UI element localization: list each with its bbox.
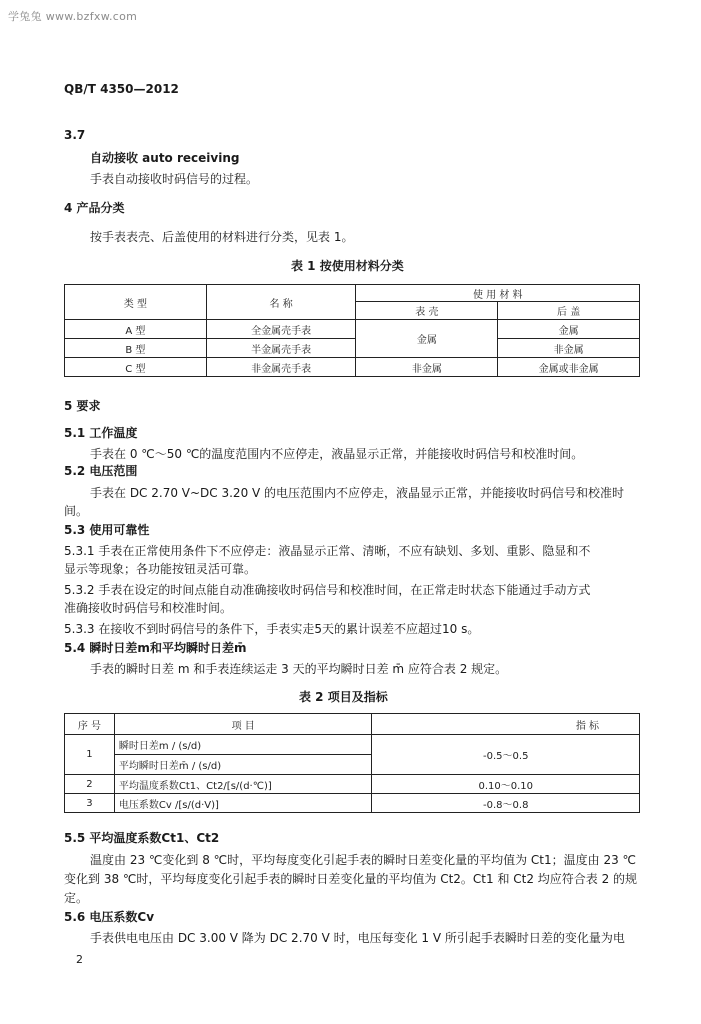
table2 — [64, 713, 640, 813]
section-5-6-heading: 5.6 电压系数Cv — [64, 910, 155, 924]
section-5-1-text: 手表在 0 ℃～50 ℃的温度范围内不应停走，液晶显示正常，并能接收时码信号和校准时间。 — [90, 447, 584, 461]
table1-cell: A 型 — [65, 320, 207, 339]
table2-cell: 电压系数Cv /[s/(d·V)] — [114, 794, 372, 813]
table2-cell: 2 — [65, 775, 115, 794]
section-5-3-3-text: 5.3.3 在接收不到时码信号的条件下，手表实走5天的累计误差不应超过10 s。 — [64, 622, 480, 636]
table2-cell: 1 — [65, 735, 115, 775]
section-5-2-heading: 5.2 电压范围 — [64, 464, 138, 478]
table1-cell: 全金属壳手表 — [206, 320, 356, 339]
section-5-5-heading: 5.5 平均温度系数Ct1、Ct2 — [64, 831, 220, 845]
section-5-heading: 5 要求 — [64, 399, 101, 413]
table1-cell: 金属 — [498, 320, 640, 339]
table1-cell: 半金属壳手表 — [206, 339, 356, 358]
section-3-7-number: 3.7 — [64, 128, 86, 142]
table2-cell: -0.8～0.8 — [372, 794, 640, 813]
table1-cell: 非金属 — [356, 358, 498, 377]
table2-cell: 0.10～0.10 — [372, 775, 640, 794]
section-5-3-1-text: 5.3.1 手表在正常使用条件下不应停走：液晶显示正常、清晰，不应有缺划、多划、重影、隐显和不 — [64, 544, 591, 558]
table2-cell: 瞬时日差m / (s/d) — [114, 735, 372, 755]
table1-header-material: 使 用 材 料 — [356, 285, 640, 302]
section-5-5-text-cont: 变化到 38 ℃时，平均每度变化引起手表的瞬时日差变化量的平均值为 Ct2。Ct1 和 Ct2 均应符合表 2 的规 — [64, 872, 638, 886]
table1-header-type: 类 型 — [65, 285, 207, 320]
section-5-3-2-text: 5.3.2 手表在设定的时间点能自动准确接收时码信号和校准时间，在正常走时状态下能通过手动方式 — [64, 583, 591, 597]
table2-cell: 3 — [65, 794, 115, 813]
table2-header-index: 指 标 — [372, 714, 640, 735]
table2-header-no: 序 号 — [65, 714, 115, 735]
table1-cell: 金属或非金属 — [498, 358, 640, 377]
section-4-heading: 4 产品分类 — [64, 201, 125, 215]
section-3-7-term: 自动接收 auto receiving — [90, 151, 240, 165]
table1 — [64, 284, 640, 377]
section-3-7-definition: 手表自动接收时码信号的过程。 — [90, 172, 259, 186]
table2-cell: -0.5～0.5 — [372, 735, 640, 775]
table1-cell: 金属 — [356, 320, 498, 358]
table2-cell: 平均温度系数Ct1、Ct2/[s/(d·℃)] — [114, 775, 372, 794]
section-5-6-text: 手表供电电压由 DC 3.00 V 降为 DC 2.70 V 时，电压每变化 1 V 所引起手表瞬时日差的变化量为电 — [90, 931, 625, 945]
section-5-3-1-text-cont: 显示等现象；各功能按钮灵活可靠。 — [64, 562, 257, 576]
section-5-4-text: 手表的瞬时日差 m 和手表连续运走 3 天的平均瞬时日差 m̄ 应符合表 2 规定。 — [90, 662, 508, 676]
table1-header-case: 表 壳 — [356, 302, 498, 320]
section-5-2-text: 手表在 DC 2.70 V~DC 3.20 V 的电压范围内不应停走，液晶显示正常，并能接收时码信号和校准时 — [90, 486, 625, 500]
table1-caption: 表 1 按使用材料分类 — [291, 259, 404, 273]
table1-cell: 非金属 — [498, 339, 640, 358]
table1-header-back: 后 盖 — [498, 302, 640, 320]
section-5-2-text-cont: 间。 — [64, 504, 89, 518]
watermark: 学兔兔 www.bzfxw.com — [8, 10, 138, 23]
section-5-1-heading: 5.1 工作温度 — [64, 426, 138, 440]
table1-header-name: 名 称 — [206, 285, 356, 320]
section-5-4-heading: 5.4 瞬时日差m和平均瞬时日差m̄ — [64, 641, 247, 655]
section-5-5-text: 温度由 23 ℃变化到 8 ℃时，平均每度变化引起手表的瞬时日差变化量的平均值为 Ct1；温度由 23 ℃ — [90, 853, 637, 867]
section-5-5-text-end: 定。 — [64, 891, 89, 905]
section-5-3-2-text-cont: 准确接收时码信号和校准时间。 — [64, 601, 233, 615]
page-number: 2 — [76, 953, 83, 966]
table1-cell: C 型 — [65, 358, 207, 377]
table2-cell: 平均瞬时日差m̄ / (s/d) — [114, 755, 372, 775]
table2-header-item: 项 目 — [114, 714, 372, 735]
table2-caption: 表 2 项目及指标 — [299, 690, 388, 704]
section-5-3-heading: 5.3 使用可靠性 — [64, 523, 150, 537]
table1-cell: 非金属壳手表 — [206, 358, 356, 377]
section-4-text: 按手表表壳、后盖使用的材料进行分类，见表 1。 — [90, 230, 354, 244]
table1-cell: B 型 — [65, 339, 207, 358]
standard-code: QB/T 4350—2012 — [64, 82, 179, 96]
